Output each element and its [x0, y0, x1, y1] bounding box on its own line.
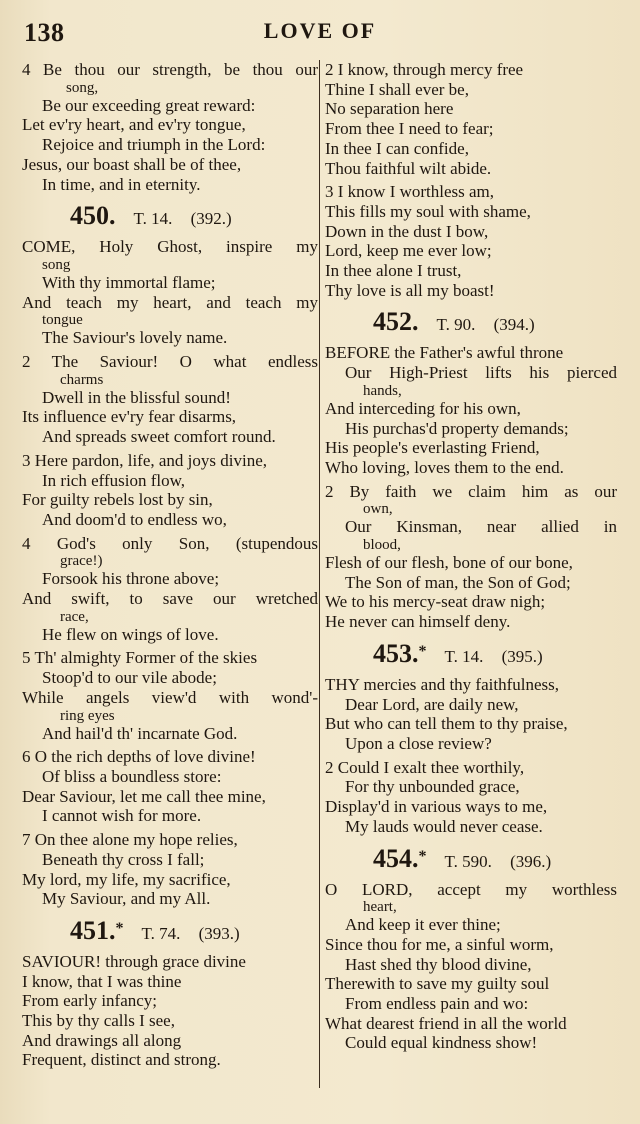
verse-line: blood,	[363, 537, 401, 554]
hymn-cross-reference: (393.)	[198, 923, 240, 943]
verse-line: In time, and in eternity.	[42, 174, 201, 194]
verse-line: 6 O the rich depths of love divine!	[22, 747, 256, 767]
verse-line: He flew on wings of love.	[42, 624, 219, 644]
hymn-cross-reference: (395.)	[501, 646, 543, 666]
verse-line: 5 Th' almighty Former of the skies	[22, 648, 258, 668]
verse-line: Of bliss a boundless store:	[42, 766, 222, 786]
hymn-heading-454	[325, 845, 617, 876]
verse-line: Thou faithful wilt abide.	[325, 158, 492, 178]
verse-line: Since thou for me, a sinful worm,	[325, 934, 554, 954]
verse-line: grace!)	[60, 553, 103, 570]
verse-line: And spreads sweet comfort round.	[42, 427, 276, 447]
verse-line: I know, that I was thine	[22, 971, 182, 991]
verse-line: And swift, to save our wretched	[22, 589, 318, 609]
verse-line: Lord, keep me ever low;	[325, 241, 492, 261]
tune-reference: T. 90.	[436, 315, 476, 335]
verse-line: My lauds would never cease.	[345, 816, 543, 836]
verse-line: 3 I know I worthless am,	[325, 182, 495, 202]
verse-line: COME, Holy Ghost, inspire my	[22, 237, 318, 257]
hymn-454-text	[325, 880, 617, 1054]
verse-line: Down in the dust I bow,	[325, 221, 489, 241]
tune-reference: T. 590.	[444, 851, 492, 871]
tune-reference: T. 14.	[444, 646, 484, 666]
hymn-number: 454.*	[373, 843, 427, 873]
hymn-heading-451	[22, 917, 318, 948]
verse-line: Our High-Priest lifts his pierced	[345, 363, 617, 383]
verse-line: song,	[66, 79, 99, 96]
hymn-heading-452	[325, 308, 617, 339]
verse-line: His purchas'd property demands;	[345, 418, 569, 438]
verse-line: Flesh of our flesh, bone of our bone,	[325, 553, 573, 573]
hymn-number: 450.	[70, 201, 116, 231]
verse-line: Forsook his throne above;	[42, 569, 220, 589]
verse-line: Its influence ev'ry fear disarms,	[22, 407, 237, 427]
hymn-continuation	[325, 60, 617, 300]
verse-line: And teach my heart, and teach my	[22, 292, 318, 312]
verse-line: O LORD, accept my worthless	[325, 879, 617, 899]
verse-line: Stoop'd to our vile abode;	[42, 668, 217, 688]
verse-line: The Son of man, the Son of God;	[345, 572, 571, 592]
verse-line: I cannot wish for more.	[42, 806, 202, 826]
verse-line: And drawings all along	[22, 1030, 182, 1050]
verse-line: THY mercies and thy faithfulness,	[325, 674, 559, 694]
verse-line: The Saviour's lovely name.	[42, 328, 228, 348]
hymn-cross-reference: (396.)	[510, 851, 552, 871]
verse-line: Therewith to save my guilty soul	[325, 974, 550, 994]
verse-line: SAVIOUR! through grace divine	[22, 951, 246, 971]
tune-reference: T. 74.	[141, 923, 181, 943]
verse-line: No separation here	[325, 99, 454, 119]
hymn-452-text	[325, 343, 617, 631]
verse-line: And doom'd to endless wo,	[42, 509, 227, 529]
verse-line: In thee alone I trust,	[325, 261, 462, 281]
running-head: LOVE OF	[263, 18, 377, 43]
verse-line: Be our exceeding great reward:	[42, 95, 256, 115]
verse-line: Dwell in the blissful sound!	[42, 387, 231, 407]
verse-line: Could equal kindness show!	[345, 1033, 538, 1053]
verse-line: Upon a close review?	[345, 733, 492, 753]
hymn-450-text	[22, 237, 318, 909]
tune-reference: T. 14.	[133, 209, 173, 229]
verse-line: charms	[60, 371, 104, 388]
verse-line: BEFORE the Father's awful throne	[325, 343, 564, 363]
verse-line: His people's everlasting Friend,	[325, 438, 540, 458]
verse-line: But who can tell them to thy praise,	[325, 714, 568, 734]
verse-line: With thy immortal flame;	[42, 272, 216, 292]
verse-line: What dearest friend in all the world	[325, 1013, 567, 1033]
verse-line: 2 The Saviour! O what endless	[22, 352, 318, 372]
verse-line: hands,	[363, 382, 402, 399]
verse-line: race,	[60, 608, 89, 625]
verse-line: And interceding for his own,	[325, 398, 521, 418]
verse-line: We to his mercy-seat draw nigh;	[325, 592, 546, 612]
verse-line: Display'd in various ways to me,	[325, 797, 548, 817]
verse-line: 2 By faith we claim him as our	[325, 481, 617, 501]
verse-line: Jesus, our boast shall be of thee,	[22, 154, 242, 174]
hymn-number: 452.	[373, 307, 419, 337]
verse-line: From thee I need to fear;	[325, 119, 494, 139]
hymn-number: 451.*	[70, 915, 124, 945]
page-number: 138	[24, 18, 65, 47]
verse-line: song	[42, 256, 71, 273]
verse-line: Dear Saviour, let me call thee mine,	[22, 786, 266, 806]
verse-line: Let ev'ry heart, and ev'ry tongue,	[22, 115, 246, 135]
hymn-number: 453.*	[373, 638, 427, 668]
verse-line: For thy unbounded grace,	[345, 777, 520, 797]
verse-line: My Saviour, and my All.	[42, 889, 211, 909]
verse-line: For guilty rebels lost by sin,	[22, 490, 213, 510]
hymn-heading-453	[325, 640, 617, 671]
verse-line: heart,	[363, 899, 397, 916]
hymn-cross-reference: (392.)	[190, 209, 232, 229]
hymn-heading-450	[22, 202, 318, 233]
left-column	[22, 60, 318, 1084]
verse-line: And keep it ever thine;	[345, 915, 501, 935]
verse-line: This fills my soul with shame,	[325, 201, 531, 221]
verse-line: 4 God's only Son, (stupendous	[22, 533, 318, 553]
verse-line: Who loving, loves them to the end.	[325, 457, 564, 477]
verse-line: 7 On thee alone my hope relies,	[22, 830, 238, 850]
verse-line: While angels view'd with wond'-	[22, 687, 318, 707]
verse-line: 2 Could I exalt thee worthily,	[325, 757, 525, 777]
verse-line: My lord, my life, my sacrifice,	[22, 869, 231, 889]
column-divider	[319, 60, 320, 1088]
hymn-continuation	[22, 60, 318, 194]
verse-line: 3 Here pardon, life, and joys divine,	[22, 450, 268, 470]
verse-line: And hail'd th' incarnate God.	[42, 723, 238, 743]
verse-line: Dear Lord, are daily new,	[345, 694, 519, 714]
verse-line: Hast shed thy blood divine,	[345, 954, 532, 974]
verse-line: tongue	[42, 312, 83, 329]
right-column	[325, 60, 617, 1084]
verse-line: In thee I can confide,	[325, 138, 469, 158]
verse-line: Frequent, distinct and strong.	[22, 1050, 221, 1070]
verse-line: Thine I shall ever be,	[325, 79, 469, 99]
verse-line: From endless pain and wo:	[345, 994, 529, 1014]
verse-line: ring eyes	[60, 707, 115, 724]
verse-line: He never can himself deny.	[325, 612, 511, 632]
verse-line: 4 Be thou our strength, be thou our	[22, 60, 318, 79]
verse-line: Beneath thy cross I fall;	[42, 849, 205, 869]
verse-line: own,	[363, 501, 393, 518]
verse-line: This by thy calls I see,	[22, 1011, 175, 1031]
hymn-453-text	[325, 675, 617, 837]
verse-line: In rich effusion flow,	[42, 470, 186, 490]
verse-line: Our Kinsman, near allied in	[345, 517, 617, 537]
hymn-cross-reference: (394.)	[493, 315, 535, 335]
verse-line: Thy love is all my boast!	[325, 280, 495, 300]
verse-line: From early infancy;	[22, 991, 158, 1011]
verse-line: Rejoice and triumph in the Lord:	[42, 135, 266, 155]
verse-line: 2 I know, through mercy free	[325, 60, 524, 79]
hymn-451-text	[22, 952, 318, 1070]
